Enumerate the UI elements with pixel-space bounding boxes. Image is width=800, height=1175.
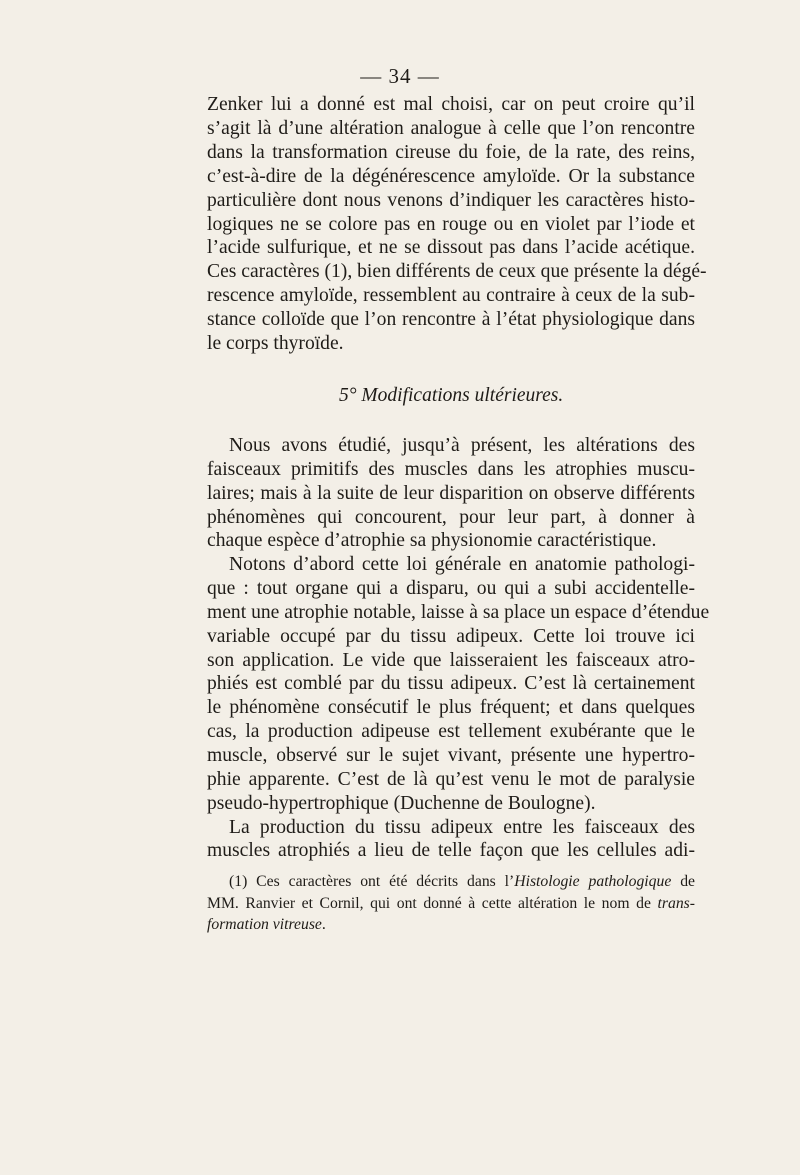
text-line: phénomènes qui concourent, pour leur part, à donner à [207, 506, 695, 528]
text-line: chaque espèce d’atrophie sa physionomie caractéristique. [207, 530, 657, 552]
text-line: phie apparente. C’est de là qu’est venu le mot de paralysie [207, 768, 695, 790]
footnote-line [207, 914, 695, 936]
footnote-emphasis: trans- [657, 894, 695, 912]
text-line: le corps thyroïde. [207, 333, 344, 355]
text-line: phiés est comblé par du tissu adipeux. C’est là certainement [207, 673, 695, 695]
text-line: le phénomène consécutif le plus fréquent; et dans quelques [207, 697, 695, 719]
footnote-citation: Histologie pathologique [514, 873, 672, 890]
text-line: muscle, observé sur le sujet vivant, présente une hypertro- [207, 744, 695, 766]
footnote-line [207, 871, 695, 893]
text-line: cas, la production adipeuse est tellement exubérante que le [207, 721, 695, 743]
text-line: laires; mais à la suite de leur disparition on observe différents [207, 482, 695, 504]
footnote-emphasis: formation vitreuse [207, 916, 322, 933]
footnote-text: de [671, 873, 695, 890]
text-line: logiques ne se colore pas en rouge ou en violet par l’iode et [207, 213, 695, 235]
text-line: Ces caractères (1), bien différents de ceux que présente la dégé- [207, 261, 707, 283]
text-line: Zenker lui a donné est mal choisi, car on peut croire qu’il [207, 94, 695, 115]
footnote-text: (1) Ces caractères ont été décrits dans l’ [229, 873, 515, 890]
text-line: particulière dont nous venons d’indiquer les caractères histo- [207, 189, 695, 211]
text-line: l’acide sulfurique, et ne se dissout pas dans l’acide acétique. [207, 237, 695, 259]
text-line: ment une atrophie notable, laisse à sa place un espace d’étendue [207, 601, 710, 623]
text-line: dans la transformation cireuse du foie, de la rate, des reins, [207, 141, 695, 163]
text-line: rescence amyloïde, ressemblent au contraire à ceux de la sub- [207, 285, 695, 307]
page-number: — 34 — [360, 64, 440, 88]
text-line: La production du tissu adipeux entre les faisceaux des [229, 816, 695, 838]
paragraph-continuation [207, 93, 707, 356]
text-line: son application. Le vide que laisseraient les faisceaux atro- [207, 649, 695, 671]
footnote-text: MM. Ranvier et Cornil, qui ont donné à cette altération le nom de [207, 894, 658, 912]
text-line: que : tout organe qui a disparu, ou qui a subi accidentelle- [207, 578, 695, 600]
text-line: pseudo-hypertrophique (Duchenne de Boulogne). [207, 792, 596, 814]
text-line: Notons d’abord cette loi générale en anatomie pathologi- [229, 554, 695, 576]
text-line: variable occupé par du tissu adipeux. Cette loi trouve ici [207, 625, 695, 647]
section-heading: 5° Modifications ultérieures. [339, 385, 564, 406]
section-body [207, 434, 710, 863]
footnote-text: . [321, 916, 326, 933]
text-line: stance colloïde que l’on rencontre à l’état physiologique dans [207, 309, 695, 331]
text-line: Nous avons étudié, jusqu’à présent, les altérations des [229, 435, 695, 456]
text-line: faisceaux primitifs des muscles dans les atrophies muscu- [207, 458, 695, 480]
text-line: c’est-à-dire de la dégénérescence amyloïde. Or la substance [207, 165, 695, 187]
text-line: s’agit là d’une altération analogue à celle que l’on rencontre [207, 117, 695, 139]
footnote [207, 871, 695, 936]
footnote-line [207, 893, 695, 915]
text-line: muscles atrophiés a lieu de telle façon que les cellules adi- [207, 840, 695, 862]
